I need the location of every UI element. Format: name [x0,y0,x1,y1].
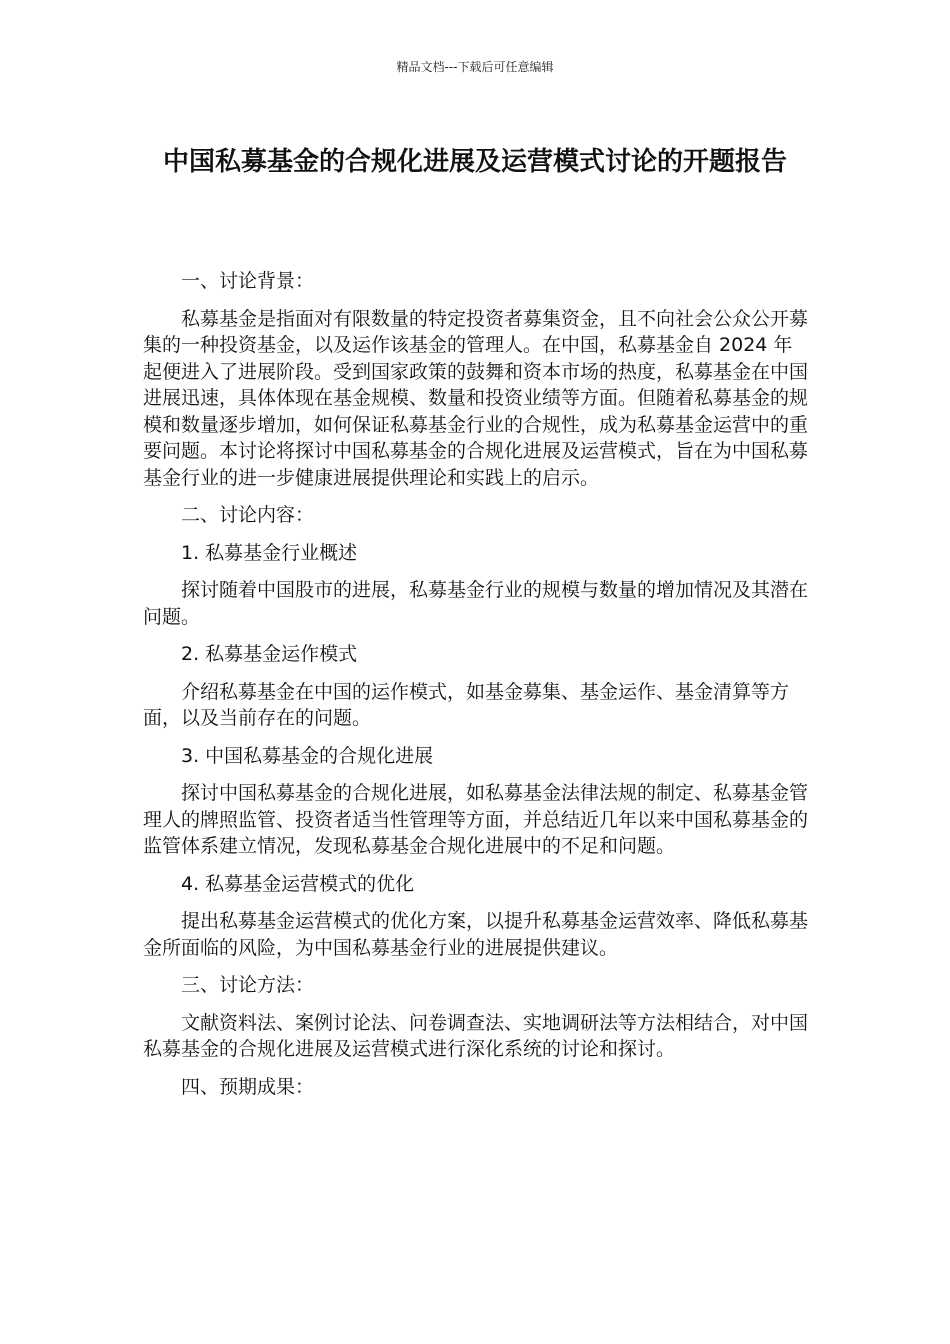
paragraph-operation-mode: 介绍私募基金在中国的运作模式，如基金募集、基金运作、基金清算等方面，以及当前存在的问题。 [143,680,790,729]
section-heading-methods: 三、讨论方法： [181,974,315,996]
paragraph-industry-overview: 探讨随着中国股市的进展，私募基金行业的规模与数量的增加情况及其潜在问题。 [143,579,809,628]
page-header: 精品文档---下载后可任意编辑 [396,60,554,74]
document-title: 中国私募基金的合规化进展及运营模式讨论的开题报告 [162,147,787,177]
section-heading-expected-results: 四、预期成果： [181,1075,315,1098]
section-heading-background: 一、讨论背景： [181,270,315,292]
subheading-industry-overview: 1. 私募基金行业概述 [181,541,358,564]
paragraph-compliance: 探讨中国私募基金的合规化进展，如私募基金法律法规的制定、私募基金管理人的牌照监管、投资者适当性管理等方面，并总结近几年以来中国私募基金的监管体系建立情况，发现私募基金合规化进展中的不足和问题。 [143,782,809,857]
subheading-operation-mode: 2. 私募基金运作模式 [181,643,358,665]
subheading-compliance: 3. 中国私募基金的合规化进展 [181,744,434,767]
paragraph-methods: 文献资料法、案例讨论法、问卷调查法、实地调研法等方法相结合，对中国私募基金的合规化进展及运营模式进行深化系统的讨论和探讨。 [143,1011,809,1060]
subheading-optimization: 4. 私募基金运营模式的优化 [181,872,415,895]
paragraph-optimization: 提出私募基金运营模式的优化方案，以提升私募基金运营效率、降低私募基金所面临的风险，为中国私募基金行业的进展提供建议。 [143,910,809,959]
document-body [143,268,811,1111]
section-heading-content: 二、讨论内容： [181,504,315,526]
paragraph-background: 私募基金是指面对有限数量的特定投资者募集资金，且不向社会公众公开募集的一种投资基金，以及运作该基金的管理人。在中国，私募基金自 2024 年起便进入了进展阶段。受到国家政策的鼓舞和资本市场的热度，私募基金在中国进展迅速，具体体现在基金规模、数量和投资业绩等方面。但随着私募基金的规模和数量逐步增加，如何保证私募基金行业的合规性，成为私募基金运营中的重要问题。本讨论将探讨中国私募基金的合规化进展及运营模式，旨在为中国私募基金行业的进一步健康进展提供理论和实践上的启示。 [143,307,809,489]
